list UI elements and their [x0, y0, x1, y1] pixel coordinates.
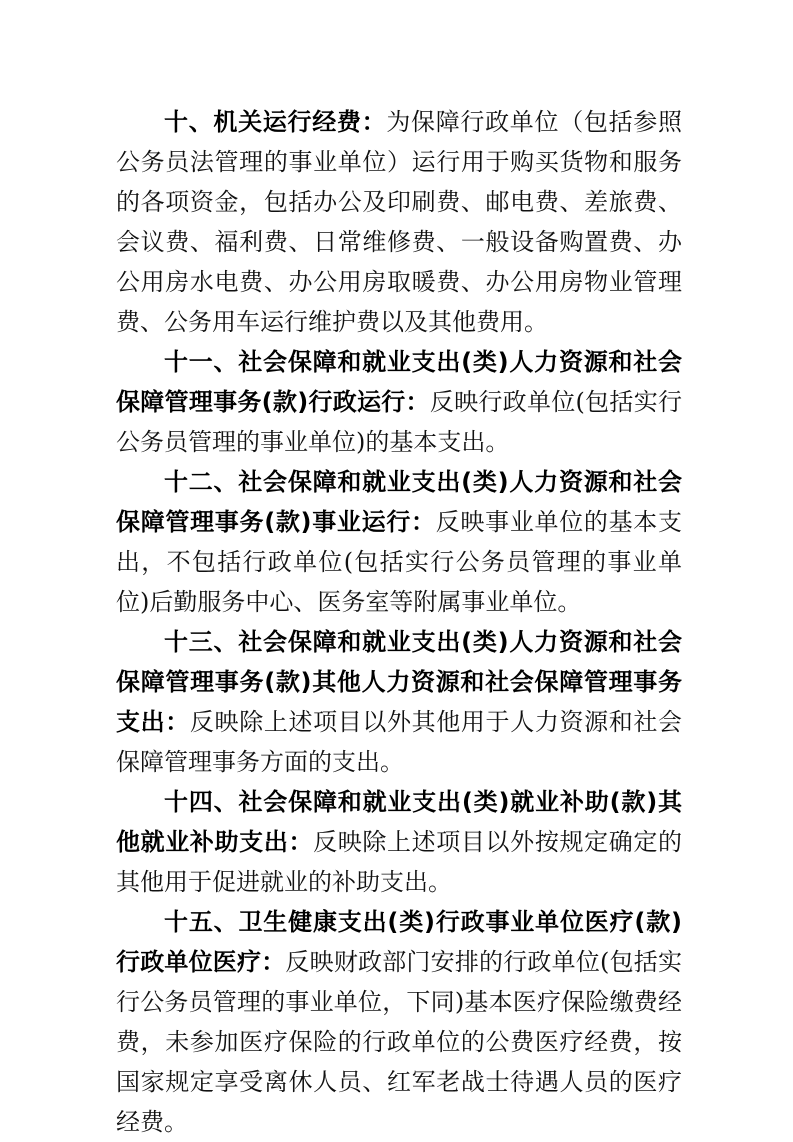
paragraph-14-text: 反映除上述项目以外按规定确定的其他用于促进就业的补助支出。	[116, 828, 683, 896]
paragraph-12-term: 十二、社会保障和就业支出(类)人力资源和社会保障管理事务(款)事业运行：	[116, 468, 682, 536]
paragraph-10-text: 为保障行政单位（包括参照公务员法管理的事业单位）运行用于购买货物和服务的各项资金，包括办公及印刷费、邮电费、差旅费、会议费、福利费、日常维修费、一般设备购置费、办公用房水电费、办公用房取暖费、办公用房物业管理费、公务用车运行维护费以及其他费用。	[116, 108, 683, 336]
paragraph-10	[116, 102, 682, 342]
paragraph-15	[116, 902, 682, 1142]
document-body	[116, 102, 682, 1142]
paragraph-13-term: 十三、社会保障和就业支出(类)人力资源和社会保障管理事务(款)其他人力资源和社会保障管理事务支出：	[116, 628, 682, 736]
paragraph-12	[116, 462, 682, 622]
paragraph-13	[116, 622, 682, 782]
paragraph-15-term: 十五、卫生健康支出(类)行政事业单位医疗(款)行政单位医疗：	[116, 908, 682, 976]
paragraph-13-text: 反映除上述项目以外其他用于人力资源和社会保障管理事务方面的支出。	[116, 708, 683, 776]
paragraph-11-term: 十一、社会保障和就业支出(类)人力资源和社会保障管理事务(款)行政运行：	[116, 348, 682, 416]
paragraph-15-text: 反映财政部门安排的行政单位(包括实行公务员管理的事业单位，下同)基本医疗保险缴费经费，未参加医疗保险的行政单位的公费医疗经费，按国家规定享受离休人员、红军老战士待遇人员的医疗经费。	[116, 948, 683, 1136]
paragraph-10-term: 十、机关运行经费：	[164, 108, 387, 136]
paragraph-14-term: 十四、社会保障和就业支出(类)就业补助(款)其他就业补助支出：	[116, 788, 682, 856]
paragraph-14	[116, 782, 682, 902]
paragraph-11	[116, 342, 682, 462]
paragraph-11-text: 反映行政单位(包括实行公务员管理的事业单位)的基本支出。	[116, 388, 682, 456]
paragraph-12-text: 反映事业单位的基本支出，不包括行政单位(包括实行公务员管理的事业单位)后勤服务中心、医务室等附属事业单位。	[116, 508, 683, 616]
